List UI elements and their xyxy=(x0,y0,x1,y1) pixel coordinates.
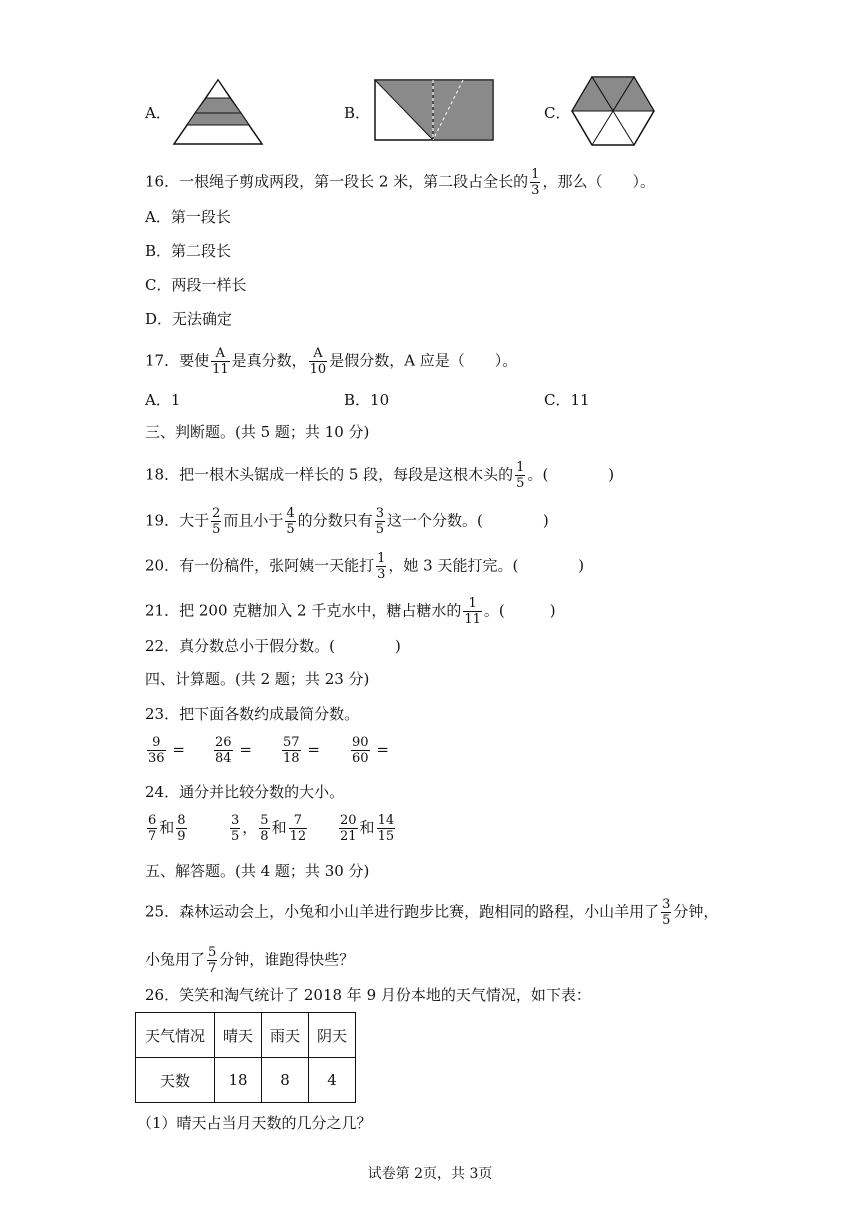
q24-group-1: $\frac{6}{7}$ 和 $\frac{8}{9}$ xyxy=(148,813,186,844)
q23-item: $\frac{26}{84}$ = xyxy=(215,735,252,766)
q16-option-d: D．无法确定 xyxy=(145,310,233,328)
fraction: $\frac{1}{3}$ xyxy=(377,551,386,582)
section-3-heading: 三、判断题。(共 5 题；共 10 分) xyxy=(145,423,370,441)
fraction: $\frac{4}{5}$ xyxy=(286,506,295,537)
q16-option-a: A．第一段长 xyxy=(145,208,231,226)
q19-question: 19．大于 $\frac{2}{5}$ 而且小于 $\frac{4}{5}$ 的分数只有 $\frac{3}{5}$ 这一个分数。( ) xyxy=(145,506,549,537)
q23-item: $\frac{90}{60}$ = xyxy=(352,735,389,766)
table-cell: 阴天 xyxy=(309,1013,356,1058)
q15-option-b-label: B． xyxy=(344,104,371,122)
q25-question-line-2: 小兔用了 $\frac{5}{7}$ 分钟，谁跑得快些？ xyxy=(145,945,355,976)
fraction: $\frac{3}{5}$ xyxy=(662,897,671,928)
table-row xyxy=(136,1013,356,1058)
triangle-figure xyxy=(172,78,264,146)
fraction: $\frac{1}{11}$ xyxy=(464,596,481,627)
q17-option-a: A．1 xyxy=(145,391,181,409)
q17-question: 17．要使 $\frac{A}{11}$ 是真分数， $\frac{A}{10}$ 是假分数，A 应是（ ）。 xyxy=(145,346,518,377)
weather-table xyxy=(135,1012,356,1103)
table-cell: 天数 xyxy=(136,1058,215,1103)
fraction: $\frac{1}{5}$ xyxy=(516,460,525,491)
q25-question-line-1: 25．森林运动会上，小兔和小山羊进行跑步比赛，跑相同的路程，小山羊用了 $\frac{3}{5}$ 分钟， xyxy=(145,897,719,928)
q16-option-b: B．第二段长 xyxy=(145,242,232,260)
q22-question: 22．真分数总小于假分数。( ) xyxy=(145,637,401,655)
q17-option-c: C．11 xyxy=(544,391,590,409)
q16-question: 16．一根绳子剪成两段，第一段长 2 米，第二段占全长的 $\frac{1}{3}$ ，那么（ ）。 xyxy=(145,167,655,198)
q15-option-a-label: A． xyxy=(145,104,171,122)
q24-group-2: $\frac{3}{5}$ ， $\frac{5}{8}$ 和 $\frac{7}{12}$ xyxy=(231,813,307,844)
table-cell: 18 xyxy=(215,1058,262,1103)
q23-item: $\frac{57}{18}$ = xyxy=(283,735,320,766)
fraction: $\frac{A}{10}$ xyxy=(309,346,327,377)
q16-option-c: C．两段一样长 xyxy=(145,276,247,294)
q18-question: 18．把一根木头锯成一样长的 5 段，每段是这根木头的 $\frac{1}{5}$ 。( ) xyxy=(145,460,615,491)
q24-title: 24．通分并比较分数的大小。 xyxy=(145,783,345,801)
q26-subquestion-1: （1）晴天占当月天数的几分之几？ xyxy=(137,1114,372,1132)
q20-question: 20．有一份稿件，张阿姨一天能打 $\frac{1}{3}$ ，她 3 天能打完。( ) xyxy=(145,551,585,582)
table-row xyxy=(136,1058,356,1103)
q26-title: 26．笑笑和淘气统计了 2018 年 9 月份本地的天气情况，如下表： xyxy=(145,986,591,1004)
table-cell: 8 xyxy=(262,1058,309,1103)
q24-group-3: $\frac{20}{21}$ 和 $\frac{14}{15}$ xyxy=(340,813,395,844)
table-cell: 雨天 xyxy=(262,1013,309,1058)
rectangle-figure xyxy=(373,78,495,142)
table-cell: 天气情况 xyxy=(136,1013,215,1058)
fraction: $\frac{1}{3}$ xyxy=(531,167,540,198)
page-footer: 试卷第 2页，共 3页 xyxy=(367,1166,493,1182)
q15-option-c-label: C． xyxy=(544,104,571,122)
fraction: $\frac{3}{5}$ xyxy=(375,506,384,537)
hexagon-figure xyxy=(570,75,656,147)
section-5-heading: 五、解答题。(共 4 题；共 30 分) xyxy=(145,862,370,880)
table-cell: 晴天 xyxy=(215,1013,262,1058)
q23-item: $\frac{9}{36}$ = xyxy=(148,735,185,766)
fraction: $\frac{A}{11}$ xyxy=(212,346,229,377)
fraction: $\frac{2}{5}$ xyxy=(212,506,221,537)
q21-question: 21．把 200 克糖加入 2 千克水中，糖占糖水的 $\frac{1}{11}$ 。( ) xyxy=(145,596,556,627)
fraction: $\frac{5}{7}$ xyxy=(208,945,217,976)
q17-option-b: B．10 xyxy=(344,391,390,409)
section-4-heading: 四、计算题。(共 2 题；共 23 分) xyxy=(145,670,370,688)
q23-title: 23．把下面各数约成最简分数。 xyxy=(145,705,360,723)
table-cell: 4 xyxy=(309,1058,356,1103)
